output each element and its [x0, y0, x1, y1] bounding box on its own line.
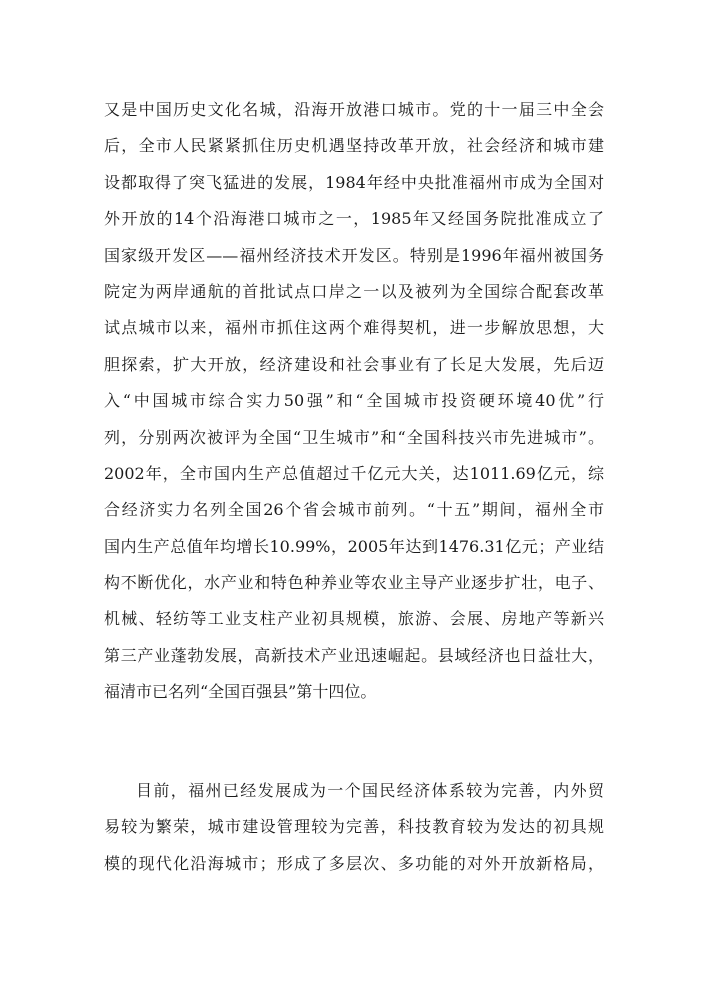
- text-line: 构不断优化，水产业和特色种养业等农业主导产业逐步扩壮，电子、: [104, 573, 604, 593]
- text-line: 国家级开发区——福州经济技术开发区。特别是1996年福州被国务: [104, 245, 604, 265]
- text-line: 易较为繁荣，城市建设管理较为完善，科技教育较为发达的初具规: [104, 817, 604, 837]
- paragraph-1: [104, 92, 604, 711]
- text-line: 合经济实力名列全国26个省会城市前列。“十五”期间，福州全市: [104, 500, 604, 520]
- text-line: 机械、轻纺等工业支柱产业初具规模，旅游、会展、房地产等新兴: [104, 609, 604, 629]
- text-line: 设都取得了突飞猛进的发展，1984年经中央批准福州市成为全国对: [104, 172, 604, 192]
- text-line: 2002年，全市国内生产总值超过千亿元大关，达1011.69亿元，综: [104, 463, 604, 483]
- text-line: 列，分别两次被评为全国“卫生城市”和“全国科技兴市先进城市”。: [104, 427, 604, 447]
- text-line: 外开放的14个沿海港口城市之一，1985年又经国务院批准成立了: [104, 209, 604, 229]
- text-line: 胆探索，扩大开放，经济建设和社会事业有了长足大发展，先后迈: [104, 354, 604, 374]
- text-line: 模的现代化沿海城市；形成了多层次、多功能的对外开放新格局，: [104, 853, 604, 873]
- text-line: 入“中国城市综合实力50强”和“全国城市投资硬环境40优”行: [104, 391, 604, 411]
- text-line: 试点城市以来，福州市抓住这两个难得契机，进一步解放思想，大: [104, 318, 604, 338]
- text-line: 第三产业蓬勃发展，高新技术产业迅速崛起。县域经济也日益壮大，: [104, 645, 604, 665]
- paragraph-2: [104, 773, 604, 882]
- text-line: 又是中国历史文化名城，沿海开放港口城市。党的十一届三中全会: [104, 100, 604, 119]
- text-line: 福清市已名列“全国百强县”第十四位。: [104, 682, 377, 702]
- text-line: 国内生产总值年均增长10.99%，2005年达到1476.31亿元；产业结: [104, 536, 604, 556]
- text-line: 后，全市人民紧紧抓住历史机遇坚持改革开放，社会经济和城市建: [104, 136, 604, 156]
- text-line: 院定为两岸通航的首批试点口岸之一以及被列为全国综合配套改革: [104, 281, 604, 301]
- text-line: 目前，福州已经发展成为一个国民经济体系较为完善，内外贸: [136, 781, 604, 800]
